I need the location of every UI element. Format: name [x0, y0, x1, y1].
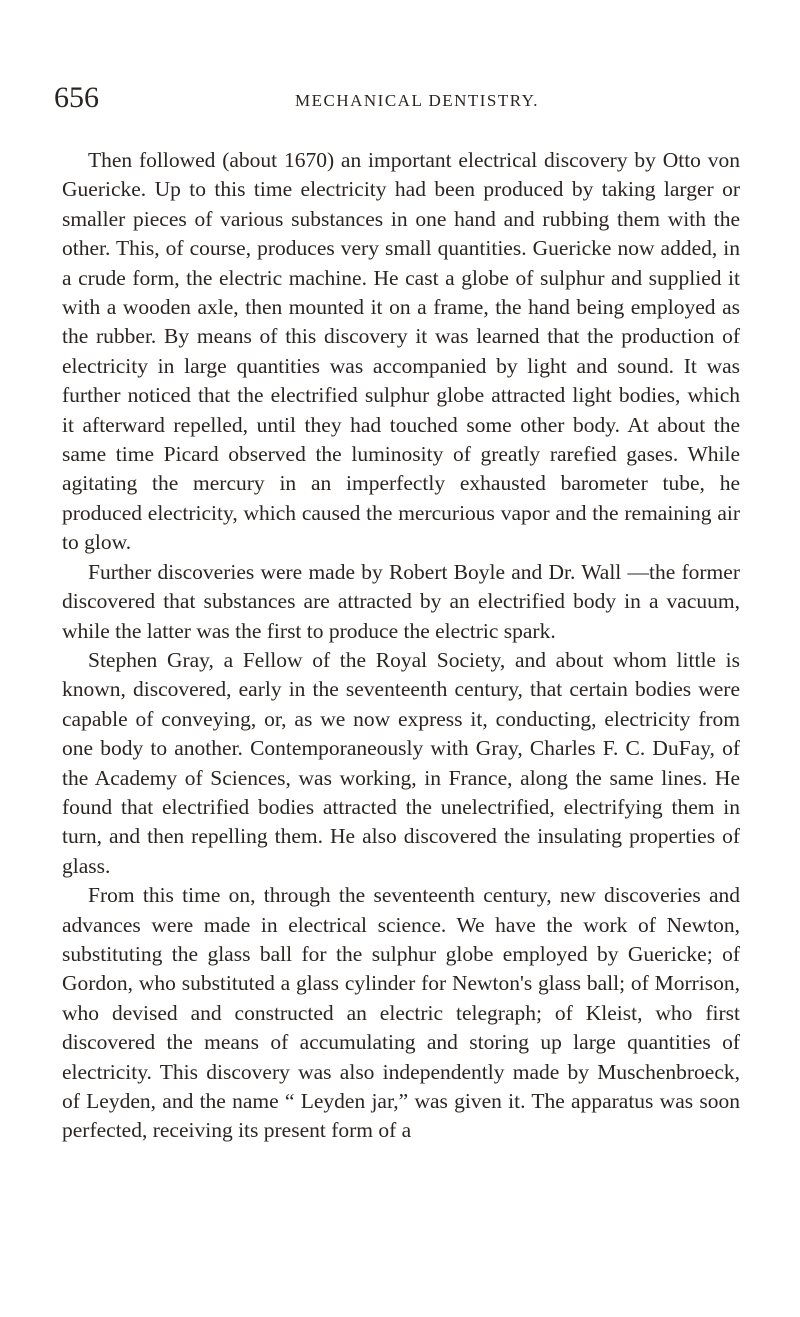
- running-head: MECHANICAL DENTISTRY.: [295, 91, 540, 110]
- paragraph-gray-dufay: Stephen Gray, a Fellow of the Royal Society, and about whom little is known, discovered, early in the seventeenth century, that certain bodies were capable of conveying, or, as we now express it, conducting, electricity from one body to another. Contemporaneously with Gray, Charles F. C. DuFay, of the Academy of Sciences, was working, in France, along the same lines. He found that electrified bodies attracted the unelectrified, electrifying them in turn, and then repelling them. He also discovered the insulating properties of glass.: [62, 647, 740, 878]
- paragraph-boyle-wall: Further discoveries were made by Robert Boyle and Dr. Wall —the former discovered that substances are attracted by an electrified body in a vacuum, while the latter was the first to produce the electric spark.: [62, 559, 740, 643]
- body-text: [62, 146, 740, 1146]
- paragraph-guericke: Then followed (about 1670) an important electrical discovery by Otto von Guericke. Up to this time electricity had been produced by taking larger or smaller pieces of various substances in one hand and rubbing them with the other. This, of course, produces very small quantities. Guericke now added, in a crude form, the electric machine. He cast a globe of sulphur and supplied it with a wooden axle, then mounted it on a frame, the hand being employed as the rubber. By means of this discovery it was learned that the production of electricity in large quantities was accompanied by light and sound. It was further noticed that the electrified sulphur globe attracted light bodies, which it afterward repelled, until they had touched some other body. At about the same time Picard observed the luminosity of greatly rarefied gases. While agitating the mercury in an imperfectly exhausted barometer tube, he produced electricity, which caused the mercurious vapor and the remaining air to glow.: [62, 148, 740, 555]
- paragraph-newton-leyden: From this time on, through the seventeenth century, new discoveries and advances were made in electrical science. We have the work of Newton, substituting the glass ball for the sulphur globe employed by Guericke; of Gordon, who substituted a glass cylinder for Newton's glass ball; of Morrison, who devised and constructed an electric telegraph; of Kleist, who first discovered the means of accumulating and storing up large quantities of electricity. This discovery was also independently made by Muschenbroeck, of Leyden, and the name “ Leyden jar,” was given it. The apparatus was soon perfected, receiving its present form of a: [62, 883, 740, 1143]
- page-number: 656: [54, 81, 99, 114]
